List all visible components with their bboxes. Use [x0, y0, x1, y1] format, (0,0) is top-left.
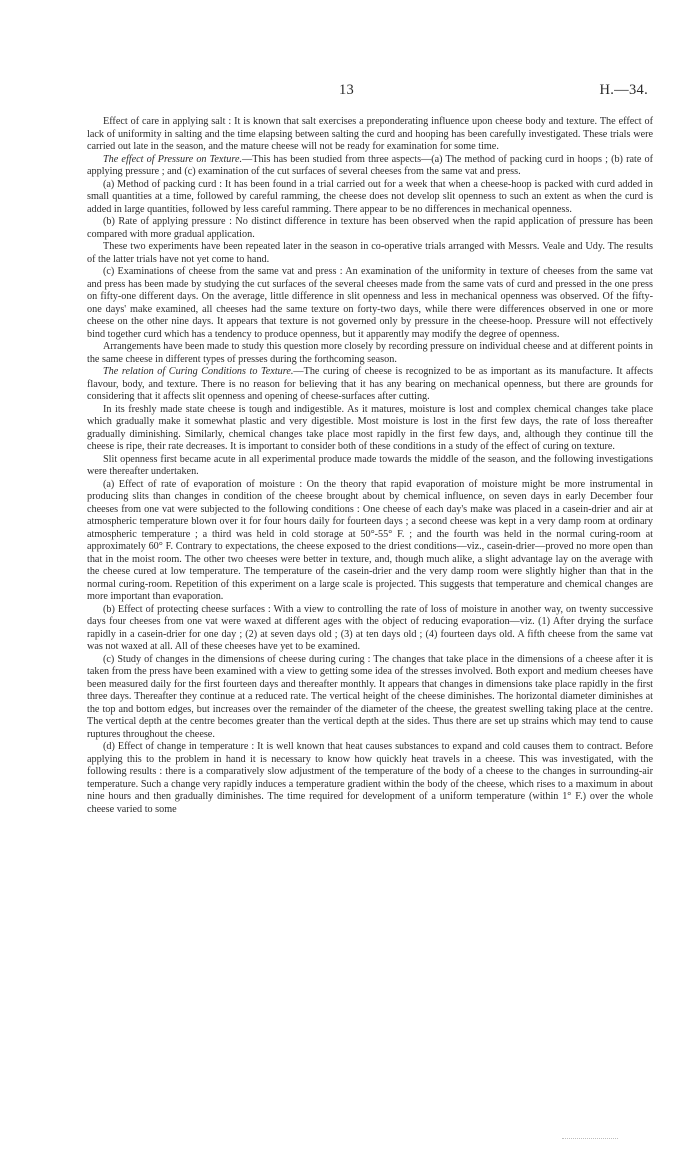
paragraph-curing-intro: The relation of Curing Conditions to Texture.—The curing of cheese is recognized to be as important as its manufacture. It affects flavour, body, and texture. There is no reason for believing that it has any bearing on mechanical openness, but there are grounds for considering that it affects slit openness and opening of cheese-surfaces after cutting.	[87, 366, 653, 402]
paragraph-rate-pressure: (b) Rate of applying pressure : No distinct difference in texture has been observed when the rapid application of pressure has been compared with more gradual application.	[87, 216, 653, 240]
paragraph-arrangements: Arrangements have been made to study this question more closely by recording pressure on individual cheese and at different points in the same cheese in different types of presses during the forthcoming season.	[87, 341, 653, 365]
document-reference: H.—34.	[599, 82, 648, 98]
paragraph-packing-curd: (a) Method of packing curd : It has been found in a trial carried out for a week that when a cheese-hoop is packed with curd added in small quantities at a time, followed by careful ramming, the cheese does not develop slit openness to such an extent as when the curd is added in large quantities, followed by less careful ramming. There appear to be no differences in mechanical openness.	[87, 178, 653, 215]
page-header	[0, 82, 700, 102]
paragraph-fresh-cheese: In its freshly made state cheese is tough and indigestible. As it matures, moisture is lost and complex chemical changes take place which gradually make it somewhat plastic and very digestible. Most moisture is lost in the first few days, the rate of loss thereafter gradually diminishing. Similarly, chemical changes take place most rapidly in the first few days, and, although they continue till the cheese is ripe, their rate decreases. It is important to consider both of these conditions in a study of the effect of curing on texture.	[87, 403, 653, 452]
paragraph-co-operative-trials: These two experiments have been repeated later in the season in co-operative trials arranged with Messrs. Veale and Udy. The results of the latter trials have not yet come to hand.	[87, 241, 653, 265]
paragraph-vat-press: (c) Examinations of cheese from the same vat and press : An examination of the uniformity in texture of cheeses from the same vat and press has been made by studying the cut surfaces of the several cheeses made from the same vats of curd and pressed in the one press on fifty-one different days. On the average, little difference in slit openness and less in mechanical openness was observed. Of the fifty-one days' make examined, all cheeses had the same texture on forty-two days, while there were differences observed in one or more cheese on the other nine days. It appears that texture is not governed only by pressure in the cheese-hoop. Pressure will not effectively bind together curd which has a tendency to produce openness, but it apparently may modify the degree of openness.	[87, 266, 653, 340]
paragraph-protecting-surfaces: (b) Effect of protecting cheese surfaces : With a view to controlling the rate of loss of moisture in another way, on twenty successive days four cheeses from one vat were waxed at different ages with the object of reducing evaporation—viz. (1) After drying the surface rapidly in a casein-drier for one day ; (2) at seven days old ; (3) at ten days old ; (4) fourteen days old. A fifth cheese from the same vat was not waxed at all. All of these cheeses have yet to be examined.	[87, 603, 653, 652]
paragraph-slit-openness: Slit openness first became acute in all experimental produce made towards the middle of the season, and the following investigations were thereafter undertaken.	[87, 453, 653, 477]
paragraph-dimensions: (c) Study of changes in the dimensions of cheese during curing : The changes that take place in the dimensions of a cheese after it is taken from the press have been examined with a view to getting some idea of the stresses involved. Both export and medium cheeses have been measured daily for the first fourteen days and thereafter monthly. It appears that changes in dimensions take place rapidly in the first three days. Thereafter they continue at a reduced rate. The vertical height of the cheese diminishes. The horizontal diameter diminishes at the top and bottom edges, but increases over the remainder of the diameter of the cheese, the greatest swelling taking place at the centre. The vertical depth at the centre becomes greater than the vertical depth at the sides. Thus there are set up strains which may tend to cause ruptures throughout the cheese.	[87, 653, 653, 740]
paragraph-evaporation: (a) Effect of rate of evaporation of moisture : On the theory that rapid evaporation of moisture might be more instrumental in producing slits than changes in condition of the cheese brought about by chemical influence, on seven days in early December four cheeses from one vat were subjected to the following conditions : One cheese of each day's make was placed in a casein-drier and air at atmospheric temperature blown over it for four hours daily for fourteen days ; a second cheese was kept in a very damp room at ordinary atmospheric temperature ; a third was held in cold storage at 50°-55° F. ; and the fourth was held in the normal curing-room at approximately 60° F. Contrary to expectations, the cheese exposed to the driest conditions—viz., casein-drier—proved no more open than that in the moist room. The other two cheeses were better in texture, and, though much alike, a slight advantage lay on the average with the cheese cured at low temperature. The temperature of the casein-drier and the very damp room were slightly higher than that in the normal curing-room. Repetition of this experiment on a large scale is projected. This suggests that temperature and chemical changes are more important than evaporation.	[87, 478, 653, 602]
paragraph-salt: Effect of care in applying salt : It is known that salt exercises a preponderating influence upon cheese body and texture. The effect of lack of uniformity in salting and the time elapsing between salting the curd and hooping has been carefully investigated. These trials were carried out late in the season, and the mature cheese will not be ready for examination for some time.	[87, 116, 653, 152]
body-text	[87, 116, 653, 816]
section-heading-curing: The relation of Curing Conditions to Texture.	[103, 366, 294, 377]
paragraph-pressure-intro: The effect of Pressure on Texture.—This has been studied from three aspects—(a) The method of packing curd in hoops ; (b) rate of applying pressure ; and (c) examination of the cut surfaces of several cheeses from the same vat and press.	[87, 153, 654, 177]
page-number: 13	[339, 82, 355, 98]
margin-mark	[562, 1138, 618, 1141]
section-heading-pressure: The effect of Pressure on Texture.	[103, 153, 243, 165]
paragraph-temperature: (d) Effect of change in temperature : It is well known that heat causes substances to expand and cold causes them to contract. Before applying this to the problem in hand it is necessary to know how quickly heat travels in a cheese. This was investigated, with the following results : there is a comparatively slow adjustment of the temperature of the body of a cheese to the changes in surrounding-air temperature. Such a change very rapidly induces a temperature gradient within the body of the cheese, which rises to a maximum in about nine hours and then gradually diminishes. The time required for development of a uniform temperature (within 1° F.) over the whole cheese varied to some	[87, 741, 653, 815]
